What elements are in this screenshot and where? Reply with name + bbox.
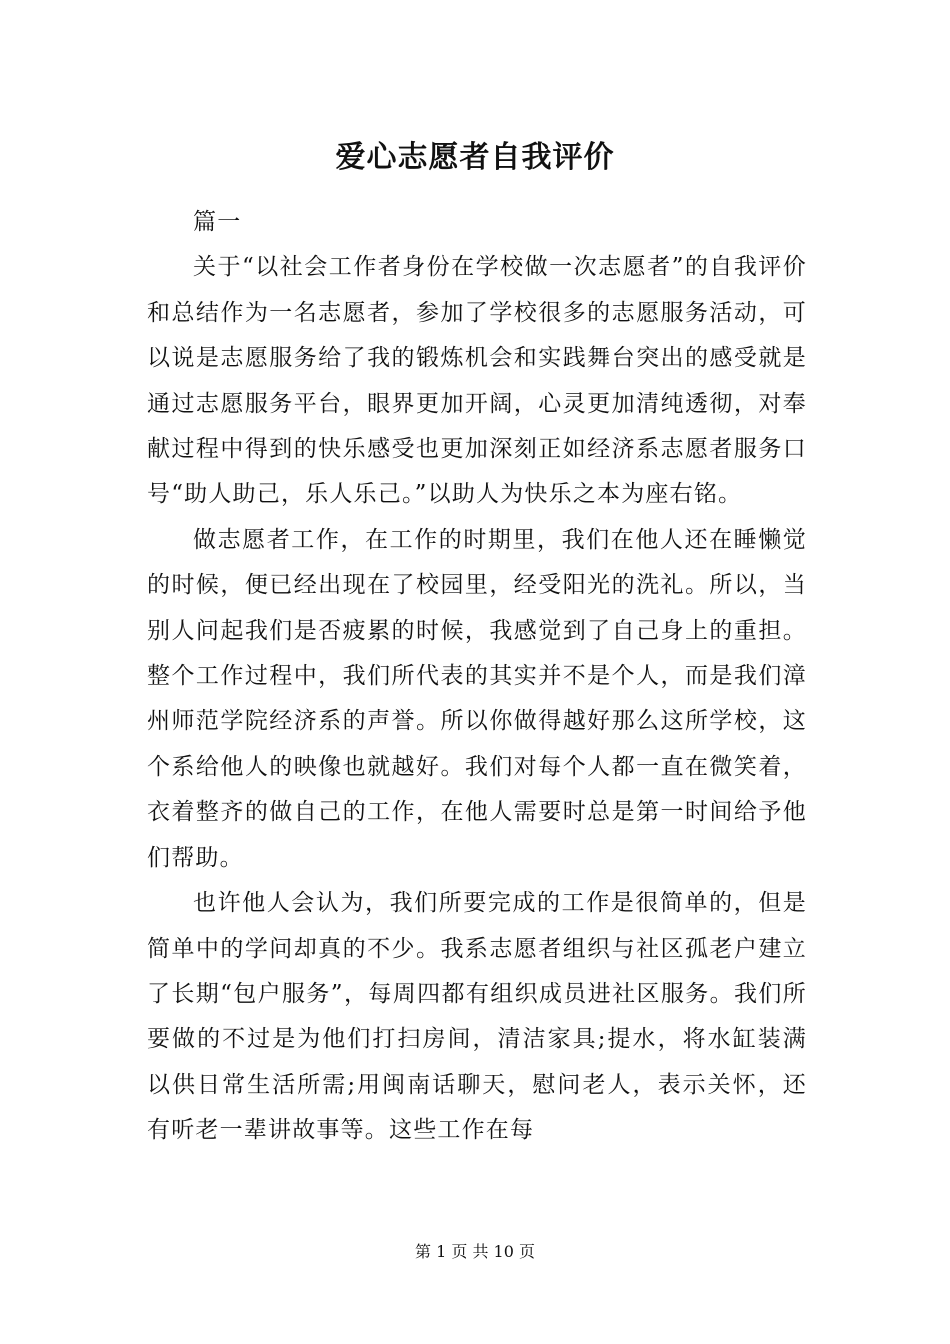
section-label: 篇一 (193, 209, 242, 235)
paragraph-3: 也许他人会认为，我们所要完成的工作是很简单的，但是简单中的学问却真的不少。我系志愿者组织与社区孤老户建立了长期“包户服务”，每周四都有组织成员进社区服务。我们所要做的不过是为他们打扫房间，清洁家具;提水，将水缸装满以供日常生活所需;用闽南话聊天，慰问老人，表示关怀，还有听老一辈讲故事等。这些工作在每 (147, 890, 807, 1144)
page-footer: 第 1 页 共 10 页 (415, 1242, 535, 1261)
paragraph-2: 做志愿者工作，在工作的时期里，我们在他人还在睡懒觉的时候，便已经出现在了校园里，经受阳光的洗礼。所以，当别人问起我们是否疲累的时候，我感觉到了自己身上的重担。整个工作过程中，我们所代表的其实并不是个人，而是我们漳州师范学院经济系的声誉。所以你做得越好那么这所学校，这个系给他人的映像也就越好。我们对每个人都一直在微笑着，衣着整齐的做自己的工作，在他人需要时总是第一时间给予他们帮助。 (147, 526, 807, 871)
document-body (147, 200, 807, 1154)
paragraph-1: 关于“以社会工作者身份在学校做一次志愿者”的自我评价和总结作为一名志愿者，参加了学校很多的志愿服务活动，可以说是志愿服务给了我的锻炼机会和实践舞台突出的感受就是通过志愿服务平台，眼界更加开阔，心灵更加清纯透彻，对奉献过程中得到的快乐感受也更加深刻正如经济系志愿者服务口号“助人助己，乐人乐己。”以助人为快乐之本为座右铭。 (147, 254, 807, 508)
document-title: 爱心志愿者自我评价 (335, 140, 615, 175)
